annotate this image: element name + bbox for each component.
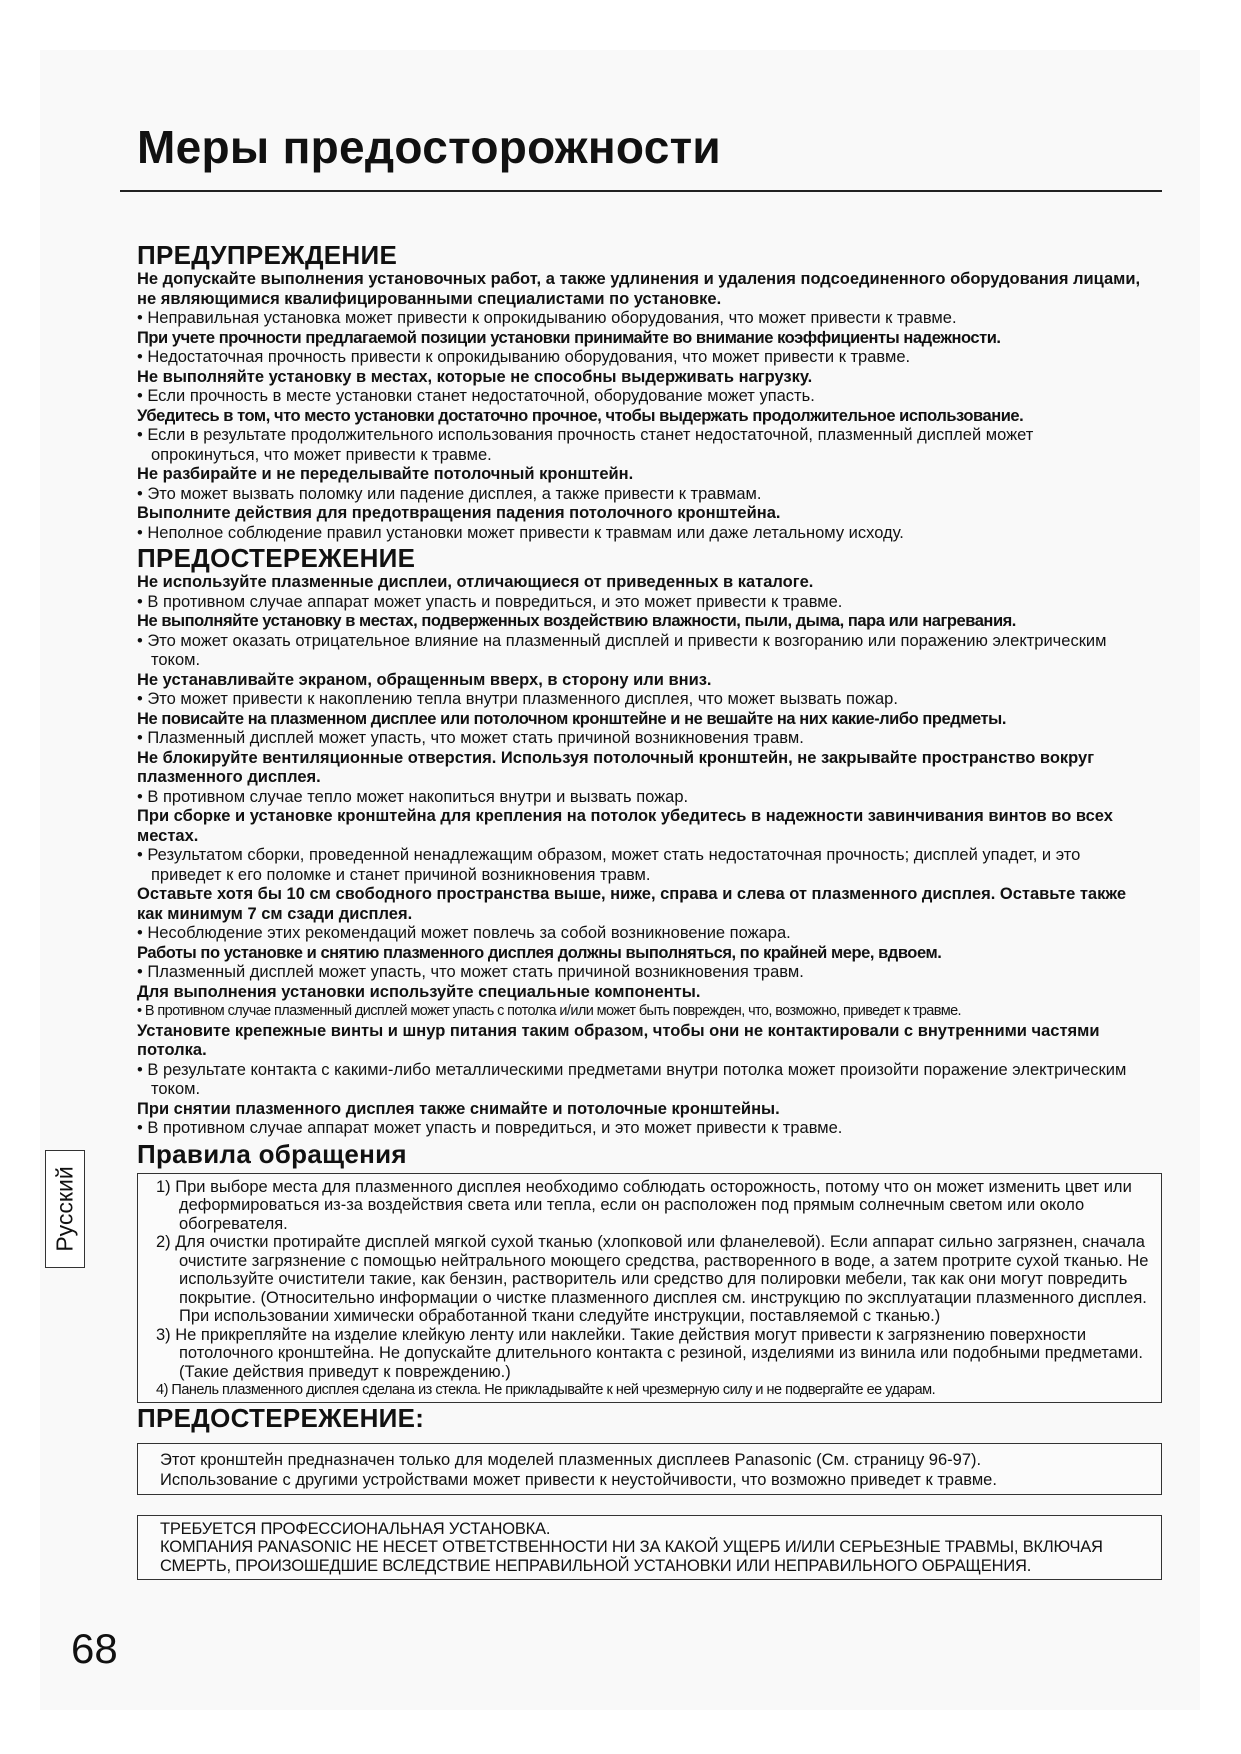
warning-item-3-heading: Убедитесь в том, что место установки достаточно прочное, чтобы выдержать продолжительное использование. [137, 406, 1024, 425]
language-tab [45, 1150, 85, 1268]
care-item-4: 4) Панель плазменного дисплея сделана из стекла. Не прикладывайте к ней чрезмерную силу и не подвергайте ее ударам. [156, 1382, 936, 1398]
caution-item-7-body: • Плазменный дисплей может упасть, что может стать причиной возникновения травм. [137, 963, 804, 981]
caution2-line-2: Использование с другими устройствами может привести к неустойчивости, что возможно приведет к травме. [160, 1470, 997, 1489]
caution-item-6-body: • Несоблюдение этих рекомендаций может повлечь за собой возникновение пожара. [137, 924, 791, 942]
warning-item-3-body: • Если в результате продолжительного использования прочность станет недостаточной, плазменный дисплей может опрокинуться, что может привести к травме. [137, 426, 1034, 464]
caution-item-4-body: • В противном случае тепло может накопиться внутри и вызвать пожар. [137, 787, 689, 806]
caution-item-3-body: • Плазменный дисплей может упасть, что может стать причиной возникновения травм. [137, 729, 804, 747]
page-number: 68 [71, 1625, 118, 1672]
caution-item-4-heading: Не блокируйте вентиляционные отверстия. Используя потолочный кронштейн, не закрывайте пространство вокруг плазменного дисплея. [137, 748, 1095, 786]
care-box [137, 1173, 1162, 1403]
caution-item-8-body: • В противном случае плазменный дисплей может упасть с потолка и/или может быть поврежден, что, возможно, приведет к травме. [137, 1003, 961, 1019]
caution-item-5-body: • Результатом сборки, проведенной ненадлежащим образом, может стать недостаточная прочность; дисплей упадет, и это приведет к его поломке и станет причиной возникновения травм. [137, 846, 1081, 884]
caution-item-1-body: • Это может оказать отрицательное влияние на плазменный дисплей и привести к возгоранию или поражению электрическим током. [137, 631, 1107, 669]
warning-item-2-body: • Если прочность в месте установки станет недостаточной, оборудование может упасть. [137, 387, 815, 405]
professional-line-2: КОМПАНИЯ PANASONIC НЕ НЕСЕТ ОТВЕТСТВЕННОСТИ НИ ЗА КАКОЙ УЩЕРБ И/ИЛИ СЕРЬЕЗНЫЕ ТРАВМЫ, ВКЛЮЧАЯ СМЕРТЬ, ПРОИЗОШЕДШИЕ ВСЛЕДСТВИЕ НЕПРАВИЛЬНОЙ УСТАНОВКИ ИЛИ НЕПРАВИЛЬНОГО ОБРАЩЕНИЯ. [160, 1538, 1103, 1575]
caution-item-10-heading: При снятии плазменного дисплея также снимайте и потолочные кронштейны. [137, 1099, 780, 1118]
warning-item-5-heading: Выполните действия для предотвращения падения потолочного кронштейна. [137, 504, 781, 522]
caution-item-0-heading: Не используйте плазменные дисплеи, отличающиеся от приведенных в каталоге. [137, 573, 814, 591]
page-title: Меры предосторожности [137, 121, 721, 173]
caution-item-10-body: • В противном случае аппарат может упасть и повредиться, и это может привести к травме. [137, 1119, 843, 1137]
caution-item-5-heading: При сборке и установке кронштейна для крепления на потолок убедитесь в надежности завинчивания винтов во всех местах. [137, 807, 1113, 845]
caution-item-0-body: • В противном случае аппарат может упасть и повредиться, и это может привести к травме. [137, 592, 843, 611]
caution-item-7-heading: Работы по установке и снятию плазменного дисплея должны выполняться, по крайней мере, вдвоем. [137, 943, 942, 962]
warning-item-4-body: • Это может вызвать поломку или падение дисплея, а также привести к травмам. [137, 484, 762, 503]
care-item-3: 3) Не прикрепляйте на изделие клейкую ленту или наклейки. Такие действия могут привести к загрязнению поверхности потолочного кронштейна. Не допускайте длительного контакта с резиной, изделиями из винила или подобными предметами. (Такие действия приведут к повреждению.) [156, 1325, 1143, 1381]
warning-item-0-heading: Не допускайте выполнения установочных работ, а также удлинения и удаления подсоединенного оборудования лицами, не являющимися квалифицированными специалистами по установке. [137, 270, 1141, 308]
warning-heading: ПРЕДУПРЕЖДЕНИЕ [137, 240, 398, 270]
caution-item-8-heading: Для выполнения установки используйте специальные компоненты. [137, 982, 701, 1001]
care-item-2: 2) Для очистки протирайте дисплей мягкой сухой тканью (хлопковой или фланелевой). Если аппарат сильно загрязнен, сначала очистите загрязнение с помощью нейтрального моющего средства, растворенного в воде, а затем протрите сухой тканью. Не используйте очистители такие, как бензин, растворитель или средство для полировки мебели, так как они могут повредить покрытие. (Относительно информации о чистке плазменного дисплея см. инструкцию по эксплуатации плазменного дисплея. При использовании химически обработанной ткани следуйте инструкции, поставляемой с тканью.) [156, 1233, 1149, 1325]
warning-item-1-body: • Недостаточная прочность привести к опрокидыванию оборудования, что может привести к травме. [137, 348, 911, 366]
professional-line-1: ТРЕБУЕТСЯ ПРОФЕССИОНАЛЬНАЯ УСТАНОВКА. [160, 1519, 551, 1538]
professional-install-box [137, 1515, 1162, 1581]
caution-item-3-heading: Не повисайте на плазменном дисплее или потолочном кронштейне и не вешайте на них какие-либо предметы. [137, 709, 1006, 728]
care-item-1: 1) При выборе места для плазменного дисплея необходимо соблюдать осторожность, потому что он может изменить цвет или деформироваться из-за воздействия света или тепла, если он расположен под прямым солнечным светом или около обогревателя. [156, 1177, 1132, 1233]
caution-item-9-body: • В результате контакта с какими-либо металлическими предметами внутри потолка может произойти поражение электрическим током. [137, 1060, 1127, 1098]
main-content [137, 240, 1149, 1580]
caution-item-1-heading: Не выполняйте установку в местах, подверженных воздействию влажности, пыли, дыма, пара или нагревания. [137, 612, 1016, 630]
caution2-box [137, 1443, 1162, 1495]
caution-item-2-heading: Не устанавливайте экраном, обращенным вверх, в сторону или вниз. [137, 670, 712, 689]
caution2-line-1: Этот кронштейн предназначен только для моделей плазменных дисплеев Panasonic (См. страницу 96-97). [160, 1450, 982, 1469]
caution-item-9-heading: Установите крепежные винты и шнур питания таким образом, чтобы они не контактировали с внутренними частями потолка. [137, 1021, 1100, 1059]
caution-heading: ПРЕДОСТЕРЕЖЕНИЕ [137, 543, 416, 573]
warning-item-0-body: • Неправильная установка может привести к опрокидыванию оборудования, что может привести к травме. [137, 309, 957, 327]
caution-item-2-body: • Это может привести к накоплению тепла внутри плазменного дисплея, что может вызвать пожар. [137, 690, 898, 708]
language-tab-label: Русский [51, 1166, 78, 1252]
warning-item-1-heading: При учете прочности предлагаемой позиции установки принимайте во внимание коэффициенты надежности. [137, 328, 1001, 347]
caution2-heading: ПРЕДОСТЕРЕЖЕНИЕ: [137, 1402, 425, 1433]
warning-item-4-heading: Не разбирайте и не переделывайте потолочный кронштейн. [137, 465, 634, 483]
title-divider [120, 190, 1162, 192]
warning-item-2-heading: Не выполняйте установку в местах, которые не способны выдерживать нагрузку. [137, 367, 813, 386]
warning-item-5-body: • Неполное соблюдение правил установки может привести к травмам или даже летальному исходу. [137, 523, 904, 542]
caution-list [137, 573, 1145, 1139]
warning-list [137, 270, 1145, 543]
caution-item-6-heading: Оставьте хотя бы 10 см свободного пространства выше, ниже, справа и слева от плазменного дисплея. Оставьте также как минимум 7 см сзади дисплея. [137, 885, 1127, 923]
care-heading: Правила обращения [137, 1138, 407, 1169]
